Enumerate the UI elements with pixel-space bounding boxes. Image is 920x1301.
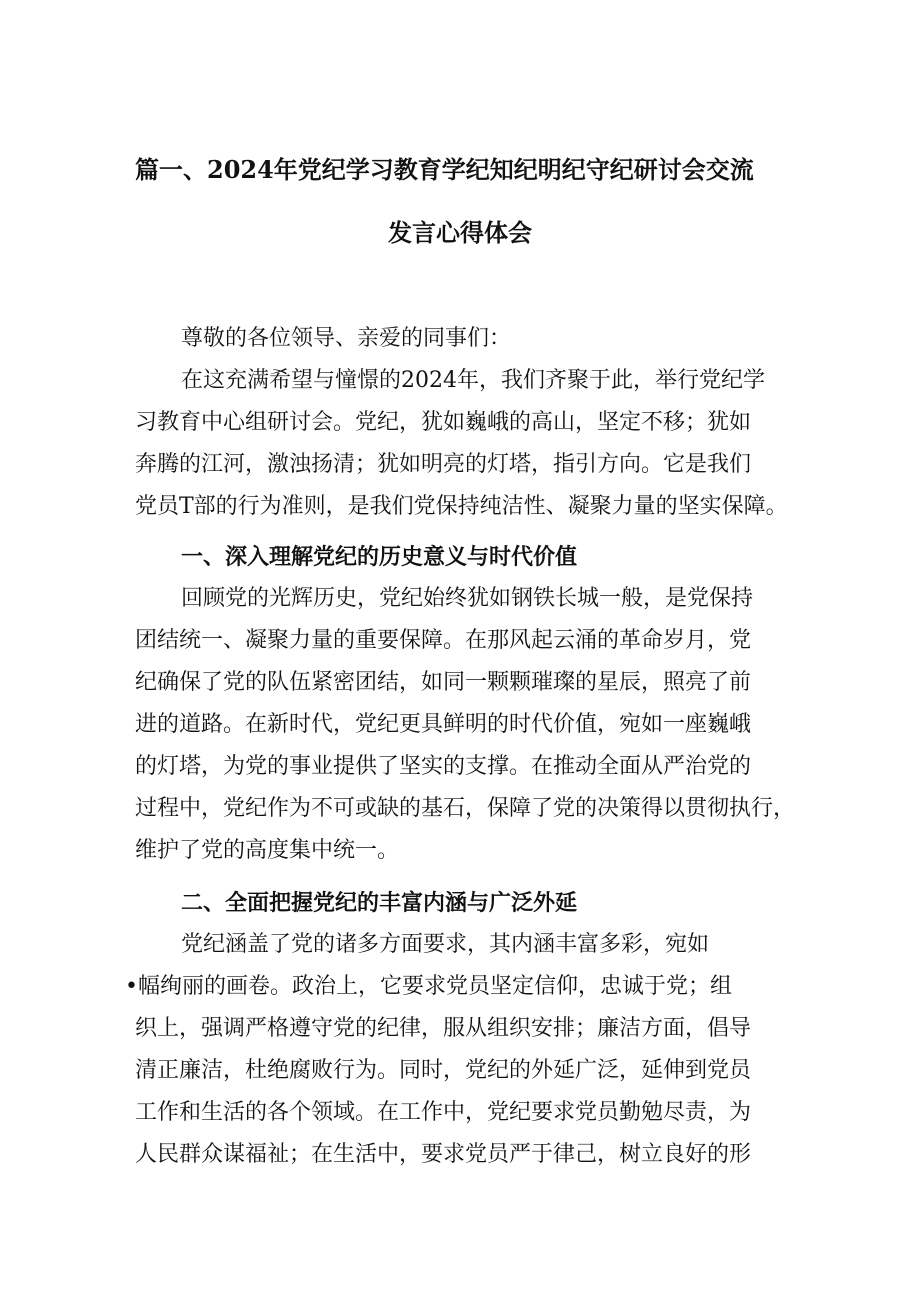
document-title-line-2: 发言心得体会 bbox=[388, 218, 532, 247]
section-1-heading: 一、深入理解党纪的历史意义与时代价值 bbox=[181, 544, 578, 570]
salutation: 尊敬的各位领导、亲爱的同事们： bbox=[181, 326, 512, 351]
section-1-line: 的灯塔，为党的事业提供了坚实的支撑。在推动全面从严治党的 bbox=[135, 754, 752, 779]
intro-line: 党员T部的行为准则，是我们党保持纯洁性、凝聚力量的坚实保障。 bbox=[135, 494, 788, 519]
section-2-line: 工作和生活的各个领域。在工作中，党纪要求党员勤勉尽责，为 bbox=[135, 1100, 752, 1125]
section-1-line: 进的道路。在新时代，党纪更具鲜明的时代价值，宛如一座巍峨 bbox=[135, 712, 752, 737]
intro-block bbox=[135, 318, 795, 528]
section-2-line: 清正廉洁，杜绝腐败行为。同时，党纪的外延广泛，延伸到党员 bbox=[135, 1058, 752, 1083]
section-1-line: 维护了党的高度集中统一。 bbox=[135, 838, 400, 863]
section-2-heading: 二、全面把握党纪的丰富内涵与广泛外延 bbox=[181, 890, 578, 916]
section-1-line: 团结统一、凝聚力量的重要保障。在那风起云涌的革命岁月，党 bbox=[135, 628, 752, 653]
intro-line: 在这充满希望与憧憬的2024年，我们齐聚于此，举行党纪学 bbox=[181, 368, 765, 393]
document-title-line-1: 篇一、2024年党纪学习教育学纪知纪明纪守纪研讨会交流 bbox=[135, 155, 754, 184]
intro-line: 习教育中心组研讨会。党纪，犹如巍峨的高山，坚定不移；犹如 bbox=[135, 410, 752, 435]
intro-line: 奔腾的江河，激浊扬清；犹如明亮的灯塔，指引方向。它是我们 bbox=[135, 452, 752, 477]
section-2-line: 党纪涵盖了党的诸多方面要求，其内涵丰富多彩，宛如 bbox=[181, 932, 710, 957]
section-1-line: 过程中，党纪作为不可或缺的基石，保障了党的决策得以贯彻执行， bbox=[135, 796, 795, 821]
section-2-line: •幅绚丽的画卷。政治上，它要求党员坚定信仰，忠诚于党；组 bbox=[125, 974, 732, 999]
section-2-line: 人民群众谋福祉；在生活中，要求党员严于律己，树立良好的形 bbox=[135, 1142, 752, 1167]
section-1-line: 纪确保了党的队伍紧密团结，如同一颗颗璀璨的星辰，照亮了前 bbox=[135, 670, 752, 695]
section-1-line: 回顾党的光辉历史，党纪始终犹如钢铁长城一般，是党保持 bbox=[181, 586, 754, 611]
section-1 bbox=[135, 536, 795, 872]
section-2 bbox=[125, 882, 795, 1176]
section-2-line: 织上，强调严格遵守党的纪律，服从组织安排；廉洁方面，倡导 bbox=[135, 1016, 752, 1041]
